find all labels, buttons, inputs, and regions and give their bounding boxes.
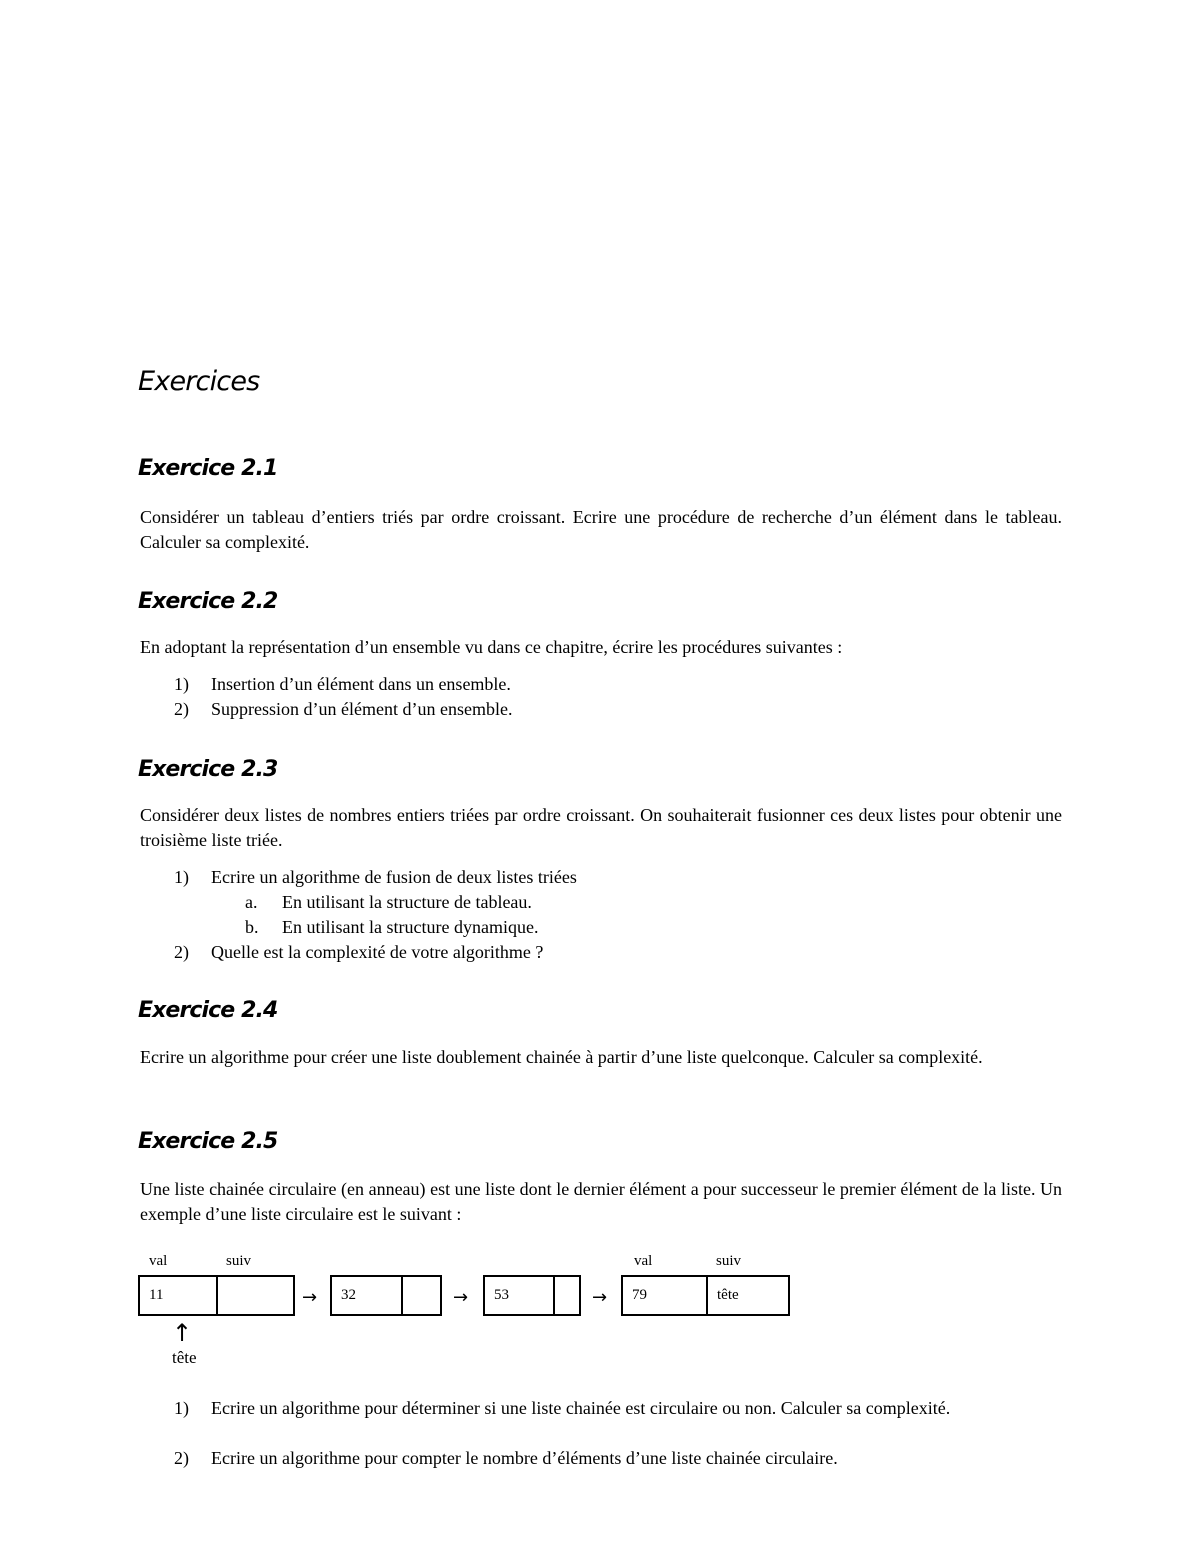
diagram-label-suiv: suiv (716, 1253, 742, 1269)
node-next (553, 1277, 579, 1314)
list-node (483, 1275, 581, 1316)
node-next (401, 1277, 440, 1314)
list-item-number: 2) (174, 699, 189, 719)
list-item-number: 1) (174, 1398, 189, 1418)
diagram-label-suiv: suiv (226, 1253, 252, 1269)
node-value: 32 (341, 1287, 356, 1303)
right-arrow-icon: → (302, 1287, 318, 1308)
node-value: 79 (632, 1287, 647, 1303)
list-item-text: Ecrire un algorithme de fusion de deux listes triées (211, 867, 577, 887)
up-arrow-icon: ↑ (172, 1319, 193, 1347)
list-node (138, 1275, 295, 1316)
exercise-2-5-heading: Exercice 2.5 (138, 1129, 278, 1154)
exercise-2-4-heading: Exercice 2.4 (138, 998, 278, 1023)
sub-list-item-text: En utilisant la structure de tableau. (282, 892, 532, 912)
diagram-label-val: val (634, 1253, 653, 1269)
list-item-number: 2) (174, 942, 189, 962)
list-item-text: Insertion d’un élément dans un ensemble. (211, 674, 511, 694)
list-item-number: 1) (174, 674, 189, 694)
exercise-2-3-text: Considérer deux listes de nombres entiers triées par ordre croissant. On souhaiterait fusionner ces deux listes pour obtenir une troisième liste triée. (140, 805, 1062, 850)
exercise-2-1-text: Considérer un tableau d’entiers triés par ordre croissant. Ecrire une procédure de recherche d’un élément dans le tableau. Calculer sa complexité. (140, 507, 1062, 552)
head-label: tête (172, 1348, 197, 1367)
node-value: 53 (494, 1287, 509, 1303)
list-node (621, 1275, 790, 1316)
exercise-2-2-heading: Exercice 2.2 (138, 589, 278, 614)
exercise-2-3-heading: Exercice 2.3 (138, 757, 278, 782)
diagram-label-val: val (149, 1253, 168, 1269)
exercise-2-4-text: Ecrire un algorithme pour créer une liste doublement chainée à partir d’une liste quelconque. Calculer sa complexité. (140, 1047, 983, 1067)
list-item-text: Suppression d’un élément d’un ensemble. (211, 699, 513, 719)
node-next (216, 1277, 293, 1314)
list-item-text: Ecrire un algorithme pour déterminer si une liste chainée est circulaire ou non. Calculer sa complexité. (211, 1398, 951, 1418)
sub-list-item-letter: a. (245, 892, 258, 912)
node-value: 11 (149, 1287, 164, 1303)
list-item-number: 2) (174, 1448, 189, 1468)
list-item-number: 1) (174, 867, 189, 887)
list-item-text: Quelle est la complexité de votre algorithme ? (211, 942, 544, 962)
exercise-2-2-text: En adoptant la représentation d’un ensemble vu dans ce chapitre, écrire les procédures suivantes : (140, 637, 843, 657)
exercise-2-5-text: Une liste chainée circulaire (en anneau) est une liste dont le dernier élément a pour successeur le premier élément de la liste. Un exemple d’une liste circulaire est le suivant : (140, 1179, 1062, 1224)
node-next: tête (706, 1277, 788, 1314)
exercise-2-1-heading: Exercice 2.1 (138, 456, 278, 481)
right-arrow-icon: → (453, 1287, 469, 1308)
sub-list-item-letter: b. (245, 917, 259, 937)
list-item-text: Ecrire un algorithme pour compter le nombre d’éléments d’une liste chainée circulaire. (211, 1448, 838, 1468)
page-title: Exercices (138, 366, 260, 397)
list-node (330, 1275, 442, 1316)
right-arrow-icon: → (592, 1287, 608, 1308)
sub-list-item-text: En utilisant la structure dynamique. (282, 917, 539, 937)
